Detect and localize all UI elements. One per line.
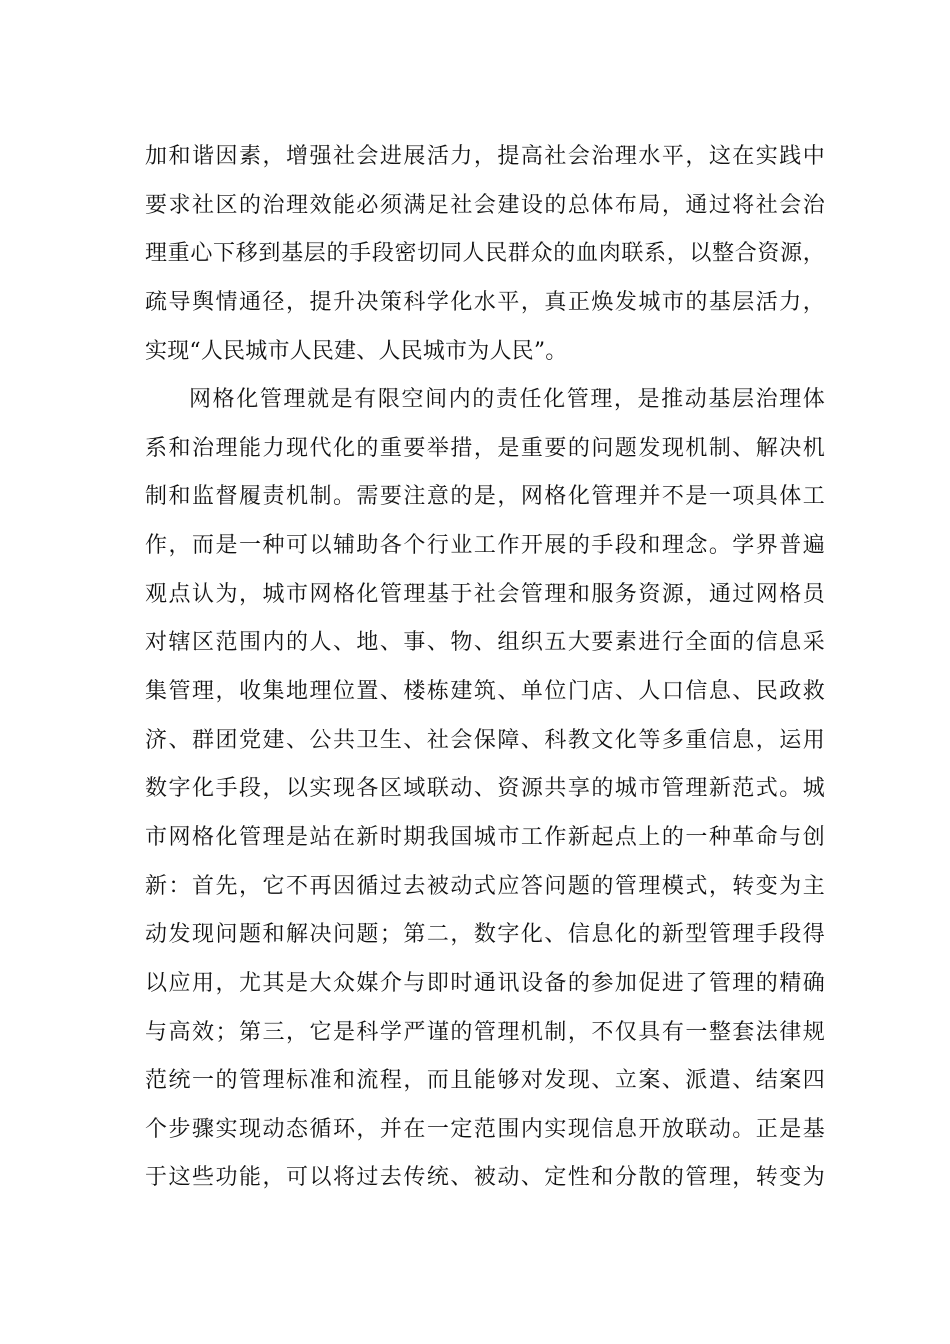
text-line: 集管理，收集地理位置、楼栋建筑、单位门店、人口信息、民政救 (145, 679, 825, 705)
text-line: 实现“人民城市人民建、人民城市为人民”。 (145, 338, 568, 364)
text-line: 济、群团党建、公共卫生、社会保障、科教文化等多重信息，运用 (145, 727, 825, 753)
text-line: 个步骤实现动态循环，并在一定范围内实现信息开放联动。正是基 (145, 1116, 825, 1142)
text-line: 以应用，尤其是大众媒介与即时通讯设备的参加促进了管理的精确 (145, 970, 825, 996)
text-line: 加和谐因素，增强社会进展活力，提高社会治理水平，这在实践中 (145, 144, 825, 169)
document-body (145, 133, 825, 1203)
paragraph-2 (145, 376, 825, 1203)
text-line: 作，而是一种可以辅助各个行业工作开展的手段和理念。学界普遍 (145, 533, 825, 559)
text-line: 于这些功能，可以将过去传统、被动、定性和分散的管理，转变为 (145, 1165, 825, 1191)
text-line: 新：首先，它不再因循过去被动式应答问题的管理模式，转变为主 (145, 873, 825, 899)
text-line: 要求社区的治理效能必须满足社会建设的总体布局，通过将社会治 (145, 192, 825, 218)
text-line: 网格化管理就是有限空间内的责任化管理，是推动基层治理体 (189, 387, 825, 413)
text-line: 动发现问题和解决问题；第二，数字化、信息化的新型管理手段得 (145, 922, 825, 948)
text-line: 数字化手段，以实现各区域联动、资源共享的城市管理新范式。城 (145, 776, 825, 802)
text-line: 市网格化管理是站在新时期我国城市工作新起点上的一种革命与创 (145, 824, 825, 850)
text-line: 疏导舆情通径，提升决策科学化水平，真正焕发城市的基层活力， (145, 289, 825, 315)
paragraph-1 (145, 133, 825, 376)
text-line: 对辖区范围内的人、地、事、物、组织五大要素进行全面的信息采 (145, 630, 825, 656)
text-line: 观点认为，城市网格化管理基于社会管理和服务资源，通过网格员 (145, 581, 825, 607)
text-line: 制和监督履责机制。需要注意的是，网格化管理并不是一项具体工 (145, 484, 825, 510)
text-line: 范统一的管理标准和流程，而且能够对发现、立案、派遣、结案四 (145, 1068, 825, 1094)
text-line: 理重心下移到基层的手段密切同人民群众的血肉联系，以整合资源， (145, 241, 825, 267)
text-line: 与高效；第三，它是科学严谨的管理机制，不仅具有一整套法律规 (145, 1019, 825, 1045)
text-line: 系和治理能力现代化的重要举措，是重要的问题发现机制、解决机 (145, 435, 825, 461)
